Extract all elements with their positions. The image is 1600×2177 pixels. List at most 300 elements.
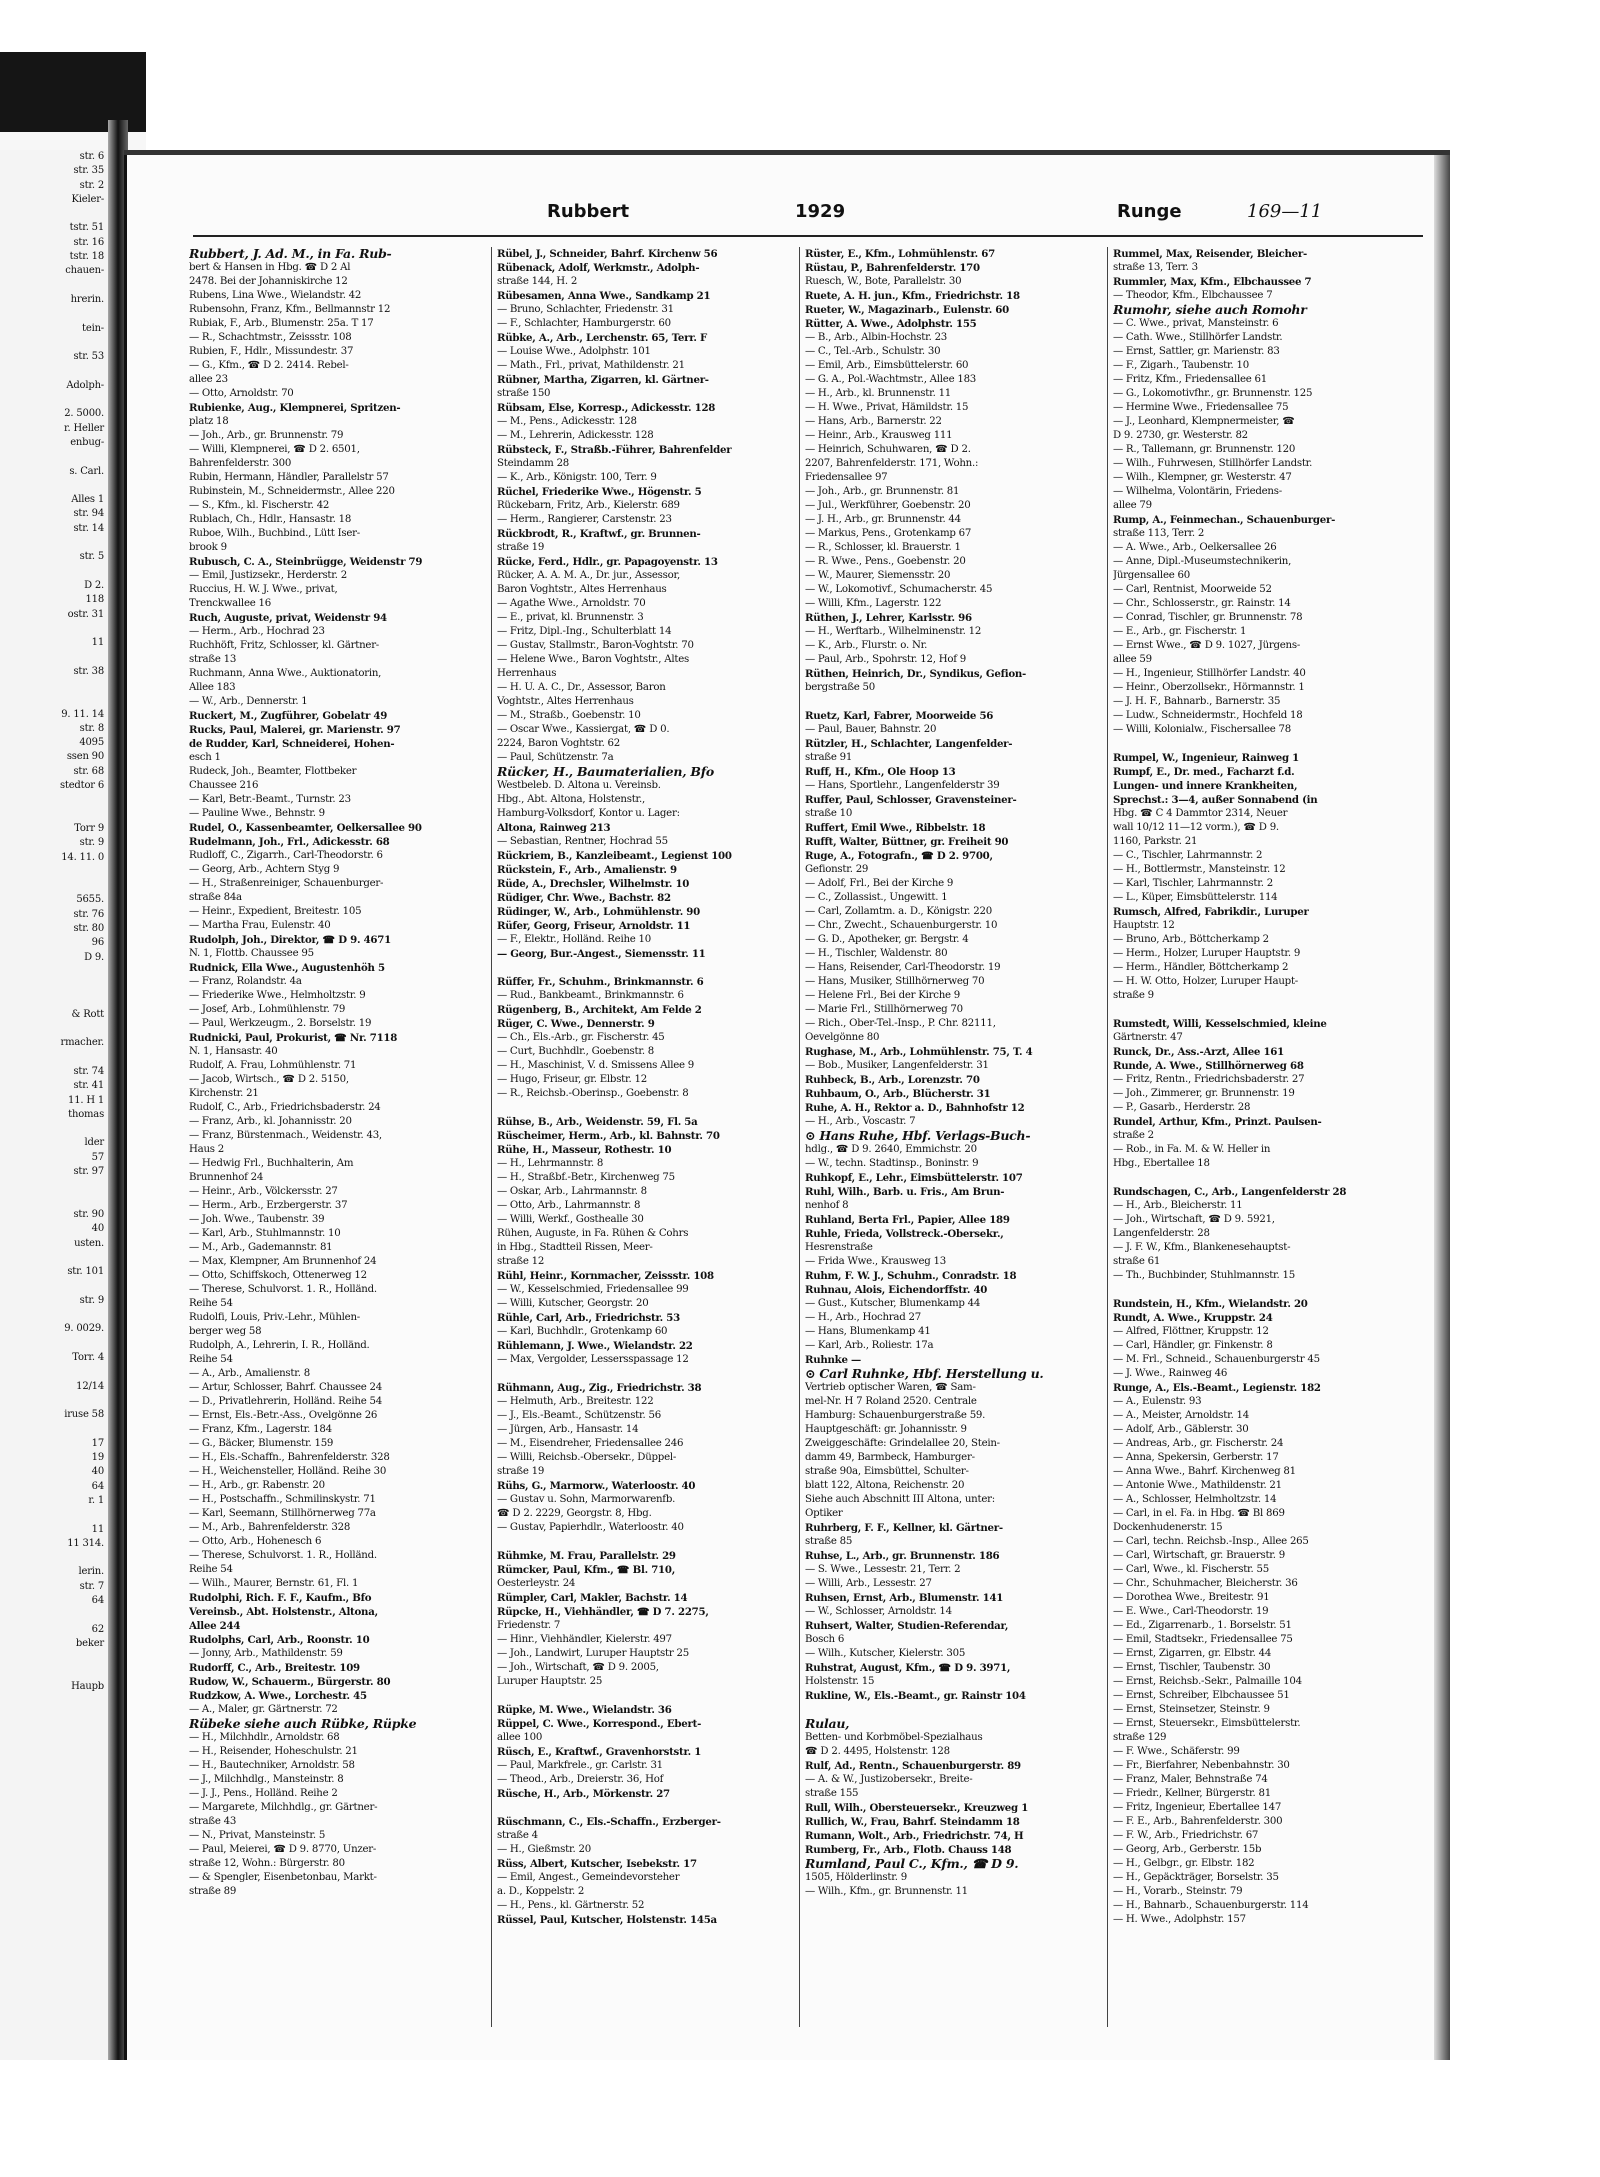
left-fragment-line	[0, 965, 108, 979]
directory-entry-line: — Helmuth, Arb., Breitestr. 122	[497, 1396, 654, 1407]
directory-entry-line: — P., Gasarb., Herderstr. 28	[1113, 1102, 1251, 1113]
directory-entry-line: — F. W., Arb., Friedrichstr. 67	[1113, 1830, 1259, 1841]
directory-entry-line: straße 10	[805, 808, 853, 819]
directory-entry-line: Rühmann, Aug., Zig., Friedrichstr. 38	[497, 1382, 702, 1394]
directory-entry-line: Rubusch, C. A., Steinbrügge, Weidenstr 79	[189, 556, 423, 568]
left-fragment-line	[0, 1308, 108, 1322]
left-fragment-line: str. 8	[79, 722, 104, 734]
directory-entry-line: straße 61	[1113, 1256, 1161, 1267]
directory-entry-line: Rüschmann, C., Els.-Schaffn., Erzberger-	[497, 1816, 721, 1828]
directory-entry-line	[805, 695, 1100, 709]
directory-entry-line: — Conrad, Tischler, gr. Brunnenstr. 78	[1113, 612, 1303, 623]
directory-entry-line: — R. Wwe., Pens., Goebenstr. 20	[805, 556, 966, 567]
directory-entry-line: — E., Arb., gr. Fischerstr. 1	[1113, 626, 1247, 637]
directory-entry-line: — Karl, Buchhdlr., Grotenkamp 60	[497, 1326, 668, 1337]
column-divider	[799, 247, 800, 2027]
directory-entry-line: — Chr., Zwecht., Schauenburgerstr. 10	[805, 920, 998, 931]
directory-entry-line: Rudow, W., Schauerm., Bürgerstr. 80	[189, 1676, 391, 1688]
left-fragment-line	[0, 1394, 108, 1408]
directory-entry-line: — A., Meister, Arnoldstr. 14	[1113, 1410, 1250, 1421]
directory-entry-line	[497, 1367, 792, 1381]
directory-entry-line: — A., Schlosser, Helmholtzstr. 14	[1113, 1494, 1277, 1505]
left-fragment-line: str. 74	[73, 1066, 104, 1077]
left-fragment-line: str. 6	[79, 151, 104, 162]
directory-entry-line: Rübenack, Adolf, Werkmstr., Adolph-	[497, 262, 700, 274]
directory-entry-line: — Margarete, Milchhdlg., gr. Gärtner-	[189, 1802, 378, 1813]
directory-entry-line: Rübesamen, Anna Wwe., Sandkamp 21	[497, 290, 711, 302]
left-fragment-line	[0, 536, 108, 550]
left-fragment-line: tstr. 18	[69, 251, 104, 263]
left-fragment-line: thomas	[68, 1108, 104, 1120]
directory-entry-line: — N., Privat, Mansteinstr. 5	[189, 1830, 326, 1841]
directory-entry-line: — H. Wwe., Privat, Hämildstr. 15	[805, 402, 969, 413]
directory-entry-line: straße 90a, Eimsbüttel, Schulter-	[805, 1466, 969, 1477]
directory-entry-line: — W., Maurer, Siemensstr. 20	[805, 570, 951, 581]
directory-entry-line: Altona, Rainweg 213	[497, 822, 611, 834]
directory-entry-line: — G., Lokomotivfhr., gr. Brunnenstr. 125	[1113, 388, 1313, 399]
directory-entry-line: — J. H. F., Bahnarb., Barnerstr. 35	[1113, 696, 1281, 707]
directory-entry-line: — Rud., Bankbeamt., Brinkmannstr. 6	[497, 990, 684, 1001]
left-fragment-line: str. 35	[73, 165, 104, 177]
directory-entry-line: Rundschagen, C., Arb., Langenfelderstr 28	[1113, 1186, 1347, 1198]
directory-entry-line: Rumstedt, Willi, Kesselschmied, kleine	[1113, 1018, 1327, 1030]
directory-entry-line: — Joh., Landwirt, Luruper Hauptstr 25	[497, 1648, 689, 1659]
directory-entry-line: — J. J., Pens., Holländ. Reihe 2	[189, 1788, 338, 1799]
directory-page	[124, 155, 1434, 2060]
directory-entry-line: — W., Schlosser, Arnoldstr. 14	[805, 1606, 952, 1617]
left-fragment-line: tstr. 51	[69, 222, 104, 234]
directory-entry-line: — Anna Wwe., Bahrf. Kirchenweg 81	[1113, 1466, 1296, 1477]
directory-entry-line: Vereinsb., Abt. Holstenstr., Altona,	[189, 1606, 378, 1618]
directory-entry-line: — Paul, Werkzeugm., 2. Borselstr. 19	[189, 1018, 372, 1029]
directory-entry-line: — Sebastian, Rentner, Hochrad 55	[497, 836, 668, 847]
directory-entry-line: — Carl, Wwe., kl. Fischerstr. 55	[1113, 1564, 1269, 1575]
left-fragment-line	[0, 1551, 108, 1565]
left-fragment-line	[0, 207, 108, 221]
directory-entry-line: Rudnicki, Paul, Prokurist, ☎ Nr. 7118	[189, 1032, 398, 1044]
directory-entry-line: Ruesch, W., Bote, Parallelstr. 30	[805, 276, 962, 287]
directory-entry-line: — Jürgen, Arb., Hansastr. 14	[497, 1424, 639, 1435]
directory-entry-line: Allee 183	[189, 682, 236, 693]
directory-entry-line: ☎ D 2. 4495, Holstenstr. 128	[805, 1746, 950, 1757]
directory-entry-line: — H., Gießmstr. 20	[497, 1844, 591, 1855]
left-fragment-line	[0, 1022, 108, 1036]
directory-entry-line: — M., Arb., Gademannstr. 81	[189, 1242, 333, 1253]
directory-entry-line: straße 13, Terr. 3	[1113, 262, 1198, 273]
directory-entry-line: Reihe 54	[189, 1298, 233, 1309]
directory-entry-line	[1113, 1283, 1408, 1297]
directory-entry-line: — A., Maler, gr. Gärtnerstr. 72	[189, 1704, 338, 1715]
left-fragment-line: 64	[91, 1480, 104, 1492]
directory-entry-line: Rumsch, Alfred, Fabrikdir., Luruper	[1113, 906, 1309, 918]
left-fragment-line: str. 80	[73, 923, 104, 935]
directory-entry-line: — Paul, Meierei, ☎ D 9. 8770, Unzer-	[189, 1844, 377, 1855]
left-fragment-line: str. 7	[79, 1580, 104, 1592]
directory-entry-line: — Max, Vergolder, Lessersspassage 12	[497, 1354, 689, 1365]
directory-entry-line: — E., privat, kl. Brunnenstr. 3	[497, 612, 644, 623]
header-last-entry: Runge	[1117, 201, 1182, 222]
left-fragment-line	[0, 1051, 108, 1065]
directory-entry-line: Siehe auch Abschnitt III Altona, unter:	[805, 1494, 995, 1505]
directory-entry-line: Rühmke, M. Frau, Parallelstr. 29	[497, 1550, 676, 1562]
left-fragment-line	[0, 879, 108, 893]
directory-entry-line: Hamburg-Volksdorf, Kontor u. Lager:	[497, 808, 680, 819]
directory-entry-line: Ruete, A. H. jun., Kfm., Friedrichstr. 18	[805, 290, 1020, 302]
directory-entry-line: Rüpcke, H., Viehhändler, ☎ D 7. 2275,	[497, 1606, 709, 1618]
directory-entry-line: — Adolf, Arb., Gäblerstr. 30	[1113, 1424, 1249, 1435]
left-fragment-line	[0, 1508, 108, 1522]
directory-entry-line: Runde, A. Wwe., Stillhörnerweg 68	[1113, 1060, 1304, 1072]
directory-entry-line: — Gust., Kutscher, Blumenkamp 44	[805, 1298, 981, 1309]
directory-entry-line: Rüscheimer, Herm., Arb., kl. Bahnstr. 70	[497, 1130, 720, 1142]
directory-entry-line: — Rich., Ober-Tel.-Insp., P. Chr. 82111,	[805, 1018, 996, 1029]
directory-entry-line: Rüde, A., Drechsler, Wilhelmstr. 10	[497, 878, 690, 890]
directory-entry-line: Vertrieb optischer Waren, ☎ Sam-	[805, 1382, 976, 1393]
directory-entry-line: Allee 244	[189, 1620, 241, 1632]
left-fragment-line	[0, 336, 108, 350]
left-fragment-line	[0, 793, 108, 807]
directory-entry-line: — Helene Frl., Bei der Kirche 9	[805, 990, 961, 1001]
directory-entry-line: Ruhrberg, F. F., Kellner, kl. Gärtner-	[805, 1522, 1003, 1534]
directory-entry-line: — Friedr., Kellner, Bürgerstr. 81	[1113, 1788, 1271, 1799]
directory-entry-line: Rüffer, Fr., Schuhm., Brinkmannstr. 6	[497, 976, 704, 988]
directory-entry-line: — H., Arb., kl. Brunnenstr. 11	[805, 388, 952, 399]
directory-entry-line: — Gustav u. Sohn, Marmorwarenfb.	[497, 1494, 676, 1505]
directory-entry-line: Rübeke siehe auch Rübke, Rüpke	[189, 1717, 417, 1731]
left-fragment-line	[0, 994, 108, 1008]
column-2	[497, 247, 792, 2037]
directory-entry-line: esch 1	[189, 752, 221, 763]
directory-entry-line: nenhof 8	[805, 1200, 849, 1211]
directory-entry-line: Ruffer, Paul, Schlosser, Gravensteiner-	[805, 794, 1017, 806]
directory-entry-line: Rullich, W., Frau, Bahrf. Steindamm 18	[805, 1816, 1020, 1828]
left-fragment-line: str. 9	[79, 837, 104, 849]
directory-entry-line: — Heinrich, Schuhwaren, ☎ D 2.	[805, 444, 971, 455]
directory-entry-line: Rügenberg, B., Architekt, Am Felde 2	[497, 1004, 702, 1016]
page-right-edge	[1434, 155, 1450, 2060]
left-fragment-line: 17	[91, 1437, 104, 1449]
directory-entry-line: Oesterleystr. 24	[497, 1578, 576, 1589]
directory-entry-line: — Joh., Wirtschaft, ☎ D 9. 5921,	[1113, 1214, 1275, 1225]
directory-entry-line: — Ernst, Zigarren, gr. Elbstr. 44	[1113, 1648, 1272, 1659]
directory-entry-line: — Georg, Arb., Achtern Styg 9	[189, 864, 340, 875]
directory-entry-line: Rückebarn, Fritz, Arb., Kielerstr. 689	[497, 500, 680, 511]
directory-entry-line: — Carl, Händler, gr. Finkenstr. 8	[1113, 1340, 1273, 1351]
directory-entry-line: — R., Tallemann, gr. Brunnenstr. 120	[1113, 444, 1296, 455]
directory-entry-line: Rumohr, siehe auch Romohr	[1113, 303, 1307, 317]
left-fragment-line: 40	[91, 1223, 104, 1235]
directory-entry-line: — E. Wwe., Carl-Theodorstr. 19	[1113, 1606, 1269, 1617]
directory-entry-line: Rübner, Martha, Zigarren, kl. Gärtner-	[497, 374, 709, 386]
directory-entry-line: — Alfred, Flöttner, Kruppstr. 12	[1113, 1326, 1269, 1337]
left-fragment-line: Alles 1	[71, 494, 104, 506]
left-fragment-line	[0, 393, 108, 407]
directory-entry-line: — H., Bahnarb., Schauenburgerstr. 114	[1113, 1900, 1309, 1911]
directory-entry-line: — Herm., Arb., Erzbergerstr. 37	[189, 1200, 348, 1211]
directory-entry-line: straße 19	[497, 1466, 545, 1477]
directory-entry-line: — Louise Wwe., Adolphstr. 101	[497, 346, 651, 357]
directory-entry-line: Rudloff, C., Zigarrh., Carl-Theodorstr. 6	[189, 850, 383, 861]
directory-entry-line: straße 150	[497, 388, 551, 399]
directory-entry-line: — Franz, Rolandstr. 4a	[189, 976, 302, 987]
directory-entry-line: Rühen, Auguste, in Fa. Rühen & Cohrs	[497, 1228, 689, 1239]
directory-entry-line	[1113, 737, 1408, 751]
left-fragment-line	[0, 1608, 108, 1622]
directory-entry-line: — Gustav, Papierhdlr., Waterloostr. 40	[497, 1522, 684, 1533]
directory-entry-line: straße 4	[497, 1830, 538, 1841]
directory-entry-line: Rüssel, Paul, Kutscher, Holstenstr. 145a	[497, 1914, 717, 1926]
directory-entry-line: 1160, Parkstr. 21	[1113, 836, 1198, 847]
directory-entry-line: — W., Arb., Dennerstr. 1	[189, 696, 308, 707]
directory-entry-line: — M., Lehrerin, Adickesstr. 128	[497, 430, 654, 441]
directory-entry-line: straße 12, Wohn.: Bürgerstr. 80	[189, 1858, 345, 1869]
directory-entry-line: — G. A., Pol.-Wachtmstr., Allee 183	[805, 374, 977, 385]
directory-entry-line: — Franz, Bürstenmach., Weidenstr. 43,	[189, 1130, 382, 1141]
directory-entry-line: — J. Wwe., Rainweg 46	[1113, 1368, 1228, 1379]
directory-entry-line: Ruhse, L., Arb., gr. Brunnenstr. 186	[805, 1550, 1000, 1562]
directory-entry-line: Rühlemann, J. Wwe., Wielandstr. 22	[497, 1340, 693, 1352]
directory-entry-line: Ruetz, Karl, Fabrer, Moorweide 56	[805, 710, 994, 722]
directory-entry-line: bergstraße 50	[805, 682, 875, 693]
directory-entry-line: blatt 122, Altona, Reichenstr. 20	[805, 1480, 965, 1491]
left-page-fragment	[0, 150, 108, 2060]
directory-entry-line: Ruch, Auguste, privat, Weidenstr 94	[189, 612, 387, 624]
directory-entry-line: straße 129	[1113, 1732, 1167, 1743]
directory-entry-line: straße 84a	[189, 892, 242, 903]
directory-entry-line: Rüss, Albert, Kutscher, Isebekstr. 17	[497, 1858, 697, 1870]
directory-entry-line: — K., Arb., Flurstr. o. Nr.	[805, 640, 928, 651]
directory-entry-line: — F. E., Arb., Bahrenfelderstr. 300	[1113, 1816, 1283, 1827]
left-fragment-line: 96	[91, 937, 104, 949]
directory-entry-line: Rübke, A., Arb., Lerchenstr. 65, Terr. F	[497, 332, 707, 344]
directory-entry-line: — H., Tischler, Waldenstr. 80	[805, 948, 948, 959]
left-fragment-line: 4095	[79, 737, 104, 749]
directory-entry-line: — Bruno, Arb., Böttcherkamp 2	[1113, 934, 1269, 945]
left-fragment-line: str. 14	[73, 522, 104, 534]
left-fragment-line: str. 2	[79, 179, 104, 191]
directory-entry-line: Gärtnerstr. 47	[1113, 1032, 1183, 1043]
left-fragment-line: ostr. 31	[67, 608, 104, 620]
directory-entry-line: — C., Zollassist., Ungewitt. 1	[805, 892, 948, 903]
directory-entry-line: Rüdinger, W., Arb., Lohmühlenstr. 90	[497, 906, 700, 918]
directory-entry-line: Runge, A., Els.-Beamt., Legienstr. 182	[1113, 1382, 1321, 1394]
directory-entry-line: — Karl, Betr.-Beamt., Turnstr. 23	[189, 794, 351, 805]
directory-entry-line: — Otto, Arb., Lahrmannstr. 8	[497, 1200, 641, 1211]
directory-entry-line: — Franz, Maler, Behnstraße 74	[1113, 1774, 1268, 1785]
scan-background-bottom	[0, 2060, 1600, 2177]
directory-entry-line: Rüster, E., Kfm., Lohmühlenstr. 67	[805, 248, 995, 260]
directory-entry-line: Westbeleb. D. Altona u. Vereinsb.	[497, 780, 661, 791]
directory-entry-line: Gefionstr. 29	[805, 864, 869, 875]
directory-entry-line: — A. Wwe., Arb., Oelkersallee 26	[1113, 542, 1277, 553]
left-fragment-line: Adolph-	[66, 379, 104, 391]
directory-entry-line: Rudelmann, Joh., Frl., Adickesstr. 68	[189, 836, 390, 848]
directory-entry-line: — Herm., Holzer, Luruper Hauptstr. 9	[1113, 948, 1301, 959]
column-divider	[1107, 247, 1108, 2027]
directory-entry-line: — Fritz, Kfm., Friedensallee 61	[1113, 374, 1267, 385]
directory-entry-line: Rüthen, J., Lehrer, Karlsstr. 96	[805, 612, 972, 624]
directory-entry-line: Bosch 6	[805, 1634, 845, 1645]
directory-entry-line: — Carl, in el. Fa. in Hbg. ☎ Bl 869	[1113, 1508, 1285, 1519]
directory-entry-line: — H., Gepäckträger, Borselstr. 35	[1113, 1872, 1279, 1883]
directory-entry-line: damm 49, Barmbeck, Hamburger-	[805, 1452, 975, 1463]
directory-entry-line: — Carl, Wirtschaft, gr. Brauerstr. 9	[1113, 1550, 1285, 1561]
directory-entry-line: — M., Eisendreher, Friedensallee 246	[497, 1438, 684, 1449]
directory-entry-line: Rückriem, B., Kanzleibeamt., Legienst 100	[497, 850, 732, 862]
directory-entry-line: Brunnenhof 24	[189, 1172, 264, 1183]
directory-entry-line: Rüstau, P., Bahrenfelderstr. 170	[805, 262, 980, 274]
left-fragment-line: usten.	[74, 1237, 104, 1249]
directory-entry-line: Ruge, A., Fotografn., ☎ D 2. 9700,	[805, 850, 993, 862]
left-fragment-line: beker	[75, 1637, 104, 1649]
left-fragment-line	[0, 1337, 108, 1351]
directory-entry-line: Rühe, H., Masseur, Rothestr. 10	[497, 1144, 672, 1156]
directory-entry-line: — F., Zigarh., Taubenstr. 10	[1113, 360, 1249, 371]
left-fragment-line: Haupb	[71, 1680, 104, 1692]
directory-entry-line: Bahrenfelderstr. 300	[189, 458, 292, 469]
directory-entry-line: Hauptstr. 12	[1113, 920, 1175, 931]
directory-entry-line: — & Spengler, Eisenbetonbau, Markt-	[189, 1872, 377, 1883]
directory-entry-line: — Herm., Arb., Hochrad 23	[189, 626, 325, 637]
column-3	[805, 247, 1100, 2037]
directory-entry-line: — Bruno, Schlachter, Friedenstr. 31	[497, 304, 674, 315]
directory-entry-line: Rücke, Ferd., Hdlr., gr. Papagoyenstr. 13	[497, 556, 718, 568]
directory-entry-line: — Therese, Schulvorst. 1. R., Holländ.	[189, 1284, 377, 1295]
directory-entry-line: — Hugo, Friseur, gr. Elbstr. 12	[497, 1074, 647, 1085]
directory-entry-line: — Ernst, Reichsb.-Sekr., Palmaille 104	[1113, 1676, 1302, 1687]
directory-entry-line: — A. & W., Justizobersekr., Breite-	[805, 1774, 973, 1785]
directory-entry-line: straße 85	[805, 1536, 853, 1547]
directory-entry-line: — Helene Wwe., Baron Voghtstr., Altes	[497, 654, 689, 665]
directory-entry-line: Luruper Hauptstr. 25	[497, 1676, 603, 1687]
directory-entry-line: — Emil, Arb., Eimsbüttelerstr. 60	[805, 360, 969, 371]
directory-entry-line: — Fr., Bierfahrer, Nebenbahnstr. 30	[1113, 1760, 1290, 1771]
directory-entry-line: straße 89	[189, 1886, 237, 1897]
left-fragment-line: 19	[91, 1452, 104, 1464]
left-fragment-line	[0, 622, 108, 636]
directory-entry-line: — Franz, Arb., kl. Johannisstr. 20	[189, 1116, 352, 1127]
directory-entry-line: — Anna, Spekersin, Gerberstr. 17	[1113, 1452, 1279, 1463]
directory-entry-line: Rützler, H., Schlachter, Langenfelder-	[805, 738, 1013, 750]
directory-entry-line: — S., Kfm., kl. Fischerstr. 42	[189, 500, 330, 511]
directory-entry-line: — Theod., Arb., Dreierstr. 36, Hof	[497, 1774, 664, 1785]
directory-entry-line: de Rudder, Karl, Schneiderei, Hohen-	[189, 738, 395, 750]
left-fragment-line: 57	[91, 1151, 104, 1163]
directory-entry-line: — Agathe Wwe., Arnoldstr. 70	[497, 598, 646, 609]
directory-entry-line: straße 9	[1113, 990, 1154, 1001]
directory-entry-line: Sprechst.: 3—4, außer Sonnabend (in	[1113, 794, 1318, 806]
directory-entry-line: Zweiggeschäfte: Grindelallee 20, Stein-	[805, 1438, 1000, 1449]
directory-entry-line: — Cath. Wwe., Stillhörfer Landstr.	[1113, 332, 1283, 343]
directory-entry-line: straße 91	[805, 752, 853, 763]
directory-entry-line: — Rob., in Fa. M. & W. Heller in	[1113, 1144, 1271, 1155]
directory-entry-line: Ruhbeck, B., Arb., Lorenzstr. 70	[805, 1074, 980, 1086]
left-fragment-line	[0, 450, 108, 464]
directory-entry-line: Rumann, Wolt., Arb., Friedrichstr. 74, H	[805, 1830, 1024, 1842]
directory-entry-line: — Oskar, Arb., Lahrmannstr. 8	[497, 1186, 647, 1197]
directory-entry-line: Rütter, A. Wwe., Adolphstr. 155	[805, 318, 977, 330]
left-fragment-line: 14. 11. 0	[61, 851, 104, 863]
directory-entry-line: Rümcker, Paul, Kfm., ☎ Bl. 710,	[497, 1564, 676, 1576]
directory-entry-line: — Antonie Wwe., Mathildenstr. 21	[1113, 1480, 1282, 1491]
directory-entry-line: Rudolph, A., Lehrerin, I. R., Holländ.	[189, 1340, 370, 1351]
directory-entry-line: — Joh., Arb., gr. Brunnenstr. 81	[805, 486, 960, 497]
directory-entry-line: — Hans, Musiker, Stillhörnerweg 70	[805, 976, 985, 987]
directory-entry-line: Rufft, Walter, Büttner, gr. Freiheit 90	[805, 836, 1009, 848]
header-first-entry: Rubbert	[547, 201, 630, 222]
directory-entry-line: N. 1, Hansastr. 40	[189, 1046, 278, 1057]
directory-entry-line: — Georg, Bur.-Angest., Siemensstr. 11	[497, 948, 706, 960]
left-fragment-line: lerin.	[78, 1566, 104, 1578]
directory-entry-line: — J., Milchhdlg., Mansteinstr. 8	[189, 1774, 344, 1785]
directory-entry-line: — M., Arb., Bahrenfelderstr. 328	[189, 1522, 351, 1533]
directory-entry-line: Rundstein, H., Kfm., Wielandstr. 20	[1113, 1298, 1308, 1310]
directory-entry-line: Rulf, Ad., Rentn., Schauenburgerstr. 89	[805, 1760, 1021, 1772]
directory-entry-line: Rüsche, H., Arb., Mörkenstr. 27	[497, 1788, 670, 1800]
directory-entry-line: — Wilh., Kfm., gr. Brunnenstr. 11	[805, 1886, 968, 1897]
directory-entry-line: — Pauline Wwe., Behnstr. 9	[189, 808, 325, 819]
directory-entry-line: Ruhsert, Walter, Studien-Referendar,	[805, 1620, 1009, 1632]
directory-entry-line: — Paul, Markfrele., gr. Carlstr. 31	[497, 1760, 663, 1771]
column-1	[189, 247, 484, 2037]
directory-entry-line: — Otto, Schiffskoch, Ottenerweg 12	[189, 1270, 367, 1281]
left-fragment-line: D 2.	[84, 579, 104, 591]
left-fragment-line: 118	[85, 594, 104, 606]
directory-entry-line: Betten- und Korbmöbel-Spezialhaus	[805, 1732, 983, 1743]
directory-entry-line: Ruchhöft, Fritz, Schlosser, kl. Gärtner-	[189, 640, 380, 651]
directory-entry-line: — Theodor, Kfm., Elbchaussee 7	[1113, 290, 1273, 301]
directory-entry-line: — J., Leonhard, Klempnermeister, ☎	[1113, 416, 1295, 427]
left-fragment-line: 12/14	[76, 1380, 104, 1392]
left-fragment-line: str. 16	[73, 236, 104, 248]
left-fragment-line: 5655.	[76, 894, 104, 906]
directory-entry-line: Rudel, O., Kassenbeamter, Oelkersallee 90	[189, 822, 422, 834]
directory-entry-line: — Georg, Arb., Gerberstr. 15b	[1113, 1844, 1262, 1855]
left-fragment-line: str. 94	[73, 508, 104, 520]
directory-entry-line: — H., Straßenreiniger, Schauenburger-	[189, 878, 384, 889]
directory-entry-line: Rull, Wilh., Obersteuersekr., Kreuzweg 1	[805, 1802, 1029, 1814]
directory-entry-line: Rücker, H., Baumaterialien, Bfo	[497, 765, 714, 779]
directory-entry-line: — Math., Frl., privat, Mathildenstr. 21	[497, 360, 685, 371]
directory-entry-line: — Ernst, Steinsetzer, Steinstr. 9	[1113, 1704, 1270, 1715]
left-fragment-line	[0, 808, 108, 822]
directory-entry-line: Rüpke, M. Wwe., Wielandstr. 36	[497, 1704, 672, 1716]
directory-entry-line: Rundel, Arthur, Kfm., Prinzt. Paulsen-	[1113, 1116, 1322, 1128]
directory-entry-line: — Emil, Angest., Gemeindevorsteher	[497, 1872, 680, 1883]
directory-entry-line: Rubin, Hermann, Händler, Parallelstr 57	[189, 472, 389, 483]
left-fragment-line	[0, 307, 108, 321]
directory-entry-line: — Wilhelma, Volontärin, Friedens-	[1113, 486, 1282, 497]
directory-entry-line: — H., Bottlermstr., Mansteinstr. 12	[1113, 864, 1286, 875]
directory-entry-line: platz 18	[189, 416, 229, 427]
directory-entry-line: — Ludw., Schneidermstr., Hochfeld 18	[1113, 710, 1303, 721]
directory-entry-line: ⊙ Hans Ruhe, Hbf. Verlags-Buch-	[805, 1129, 1031, 1143]
left-fragment-line: 11	[91, 637, 104, 649]
directory-entry-line: Rubiak, F., Arb., Blumenstr. 25a. T 17	[189, 318, 374, 329]
directory-entry-line: Holstenstr. 15	[805, 1676, 875, 1687]
directory-entry-line: 2207, Bahrenfelderstr. 171, Wohn.:	[805, 458, 979, 469]
directory-entry-line: straße 2	[1113, 1130, 1154, 1141]
left-fragment-line: str. 9	[79, 1294, 104, 1306]
directory-entry-line: Kirchenstr. 21	[189, 1088, 259, 1099]
left-fragment-line: & Rott	[71, 1008, 104, 1020]
directory-entry-line: — Wilh., Kutscher, Kielerstr. 305	[805, 1648, 966, 1659]
directory-entry-line: — H., Vorarb., Steinstr. 79	[1113, 1886, 1243, 1897]
directory-entry-line: Rubensohn, Franz, Kfm., Bellmannstr 12	[189, 304, 391, 315]
directory-entry-line: — H., Arb., gr. Rabenstr. 20	[189, 1480, 325, 1491]
directory-entry-line: Ruff, H., Kfm., Ole Hoop 13	[805, 766, 956, 778]
directory-entry-line: — Joh., Arb., gr. Brunnenstr. 79	[189, 430, 344, 441]
